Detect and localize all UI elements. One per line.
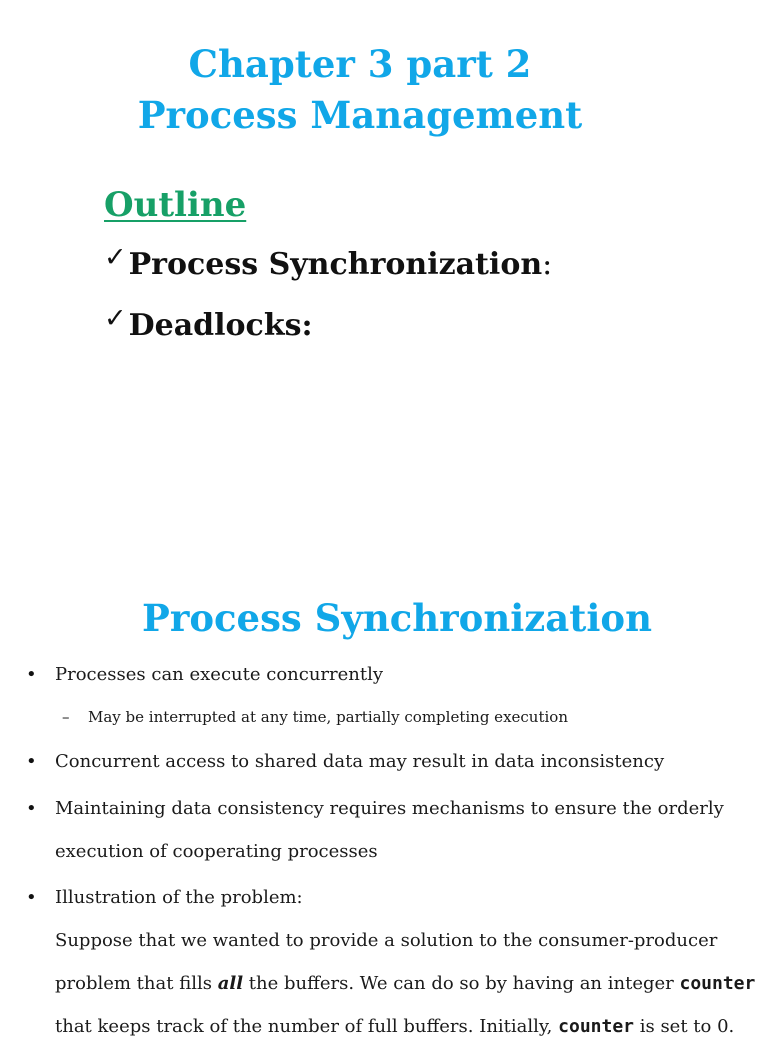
cut-off-line bbox=[55, 1016, 734, 1037]
problem-line-emphasis: all bbox=[217, 973, 244, 994]
continuation-text: execution of cooperating processes bbox=[55, 841, 378, 862]
problem-line bbox=[55, 973, 755, 994]
continuation-text: Suppose that we wanted to provide a solution to the consumer-producer bbox=[55, 930, 718, 951]
outline-item-suffix: : bbox=[542, 247, 553, 282]
bullet-icon: • bbox=[26, 887, 37, 908]
section-title: Process Synchronization bbox=[142, 596, 652, 640]
code-counter: counter bbox=[558, 1016, 634, 1037]
outline-heading: Outline bbox=[104, 185, 247, 225]
dash-icon: – bbox=[62, 708, 70, 726]
bullet-icon: • bbox=[26, 664, 37, 685]
cut-line-part: is set to 0. bbox=[634, 1016, 735, 1037]
problem-line-part: the buffers. We can do so by having an integer bbox=[243, 973, 680, 994]
bullet-text: Processes can execute concurrently bbox=[55, 664, 384, 685]
code-counter: counter bbox=[679, 973, 756, 994]
outline-item-label: Process Synchronization bbox=[128, 247, 543, 282]
bullet-icon: • bbox=[26, 751, 37, 772]
cut-line-part: that keeps track of the number of full buffers. Initially, bbox=[55, 1016, 559, 1037]
outline-item-label: Deadlocks: bbox=[128, 308, 313, 343]
chapter-title: Chapter 3 part 2 bbox=[188, 42, 532, 86]
outline-item-process-synchronization bbox=[104, 242, 553, 282]
chapter-subtitle: Process Management bbox=[137, 93, 583, 137]
bullet-text: Concurrent access to shared data may result in data inconsistency bbox=[55, 751, 665, 772]
outline-item-deadlocks bbox=[104, 303, 313, 343]
bullet-text: Maintaining data consistency requires mechanisms to ensure the orderly bbox=[55, 798, 724, 819]
bullet-icon: • bbox=[26, 798, 37, 819]
sub-bullet-text: May be interrupted at any time, partially completing execution bbox=[88, 708, 568, 726]
checkmark-icon: ✓ bbox=[104, 303, 127, 334]
checkmark-icon: ✓ bbox=[104, 242, 127, 273]
problem-line-part: problem that fills bbox=[55, 973, 218, 994]
bullet-text: Illustration of the problem: bbox=[55, 887, 303, 908]
